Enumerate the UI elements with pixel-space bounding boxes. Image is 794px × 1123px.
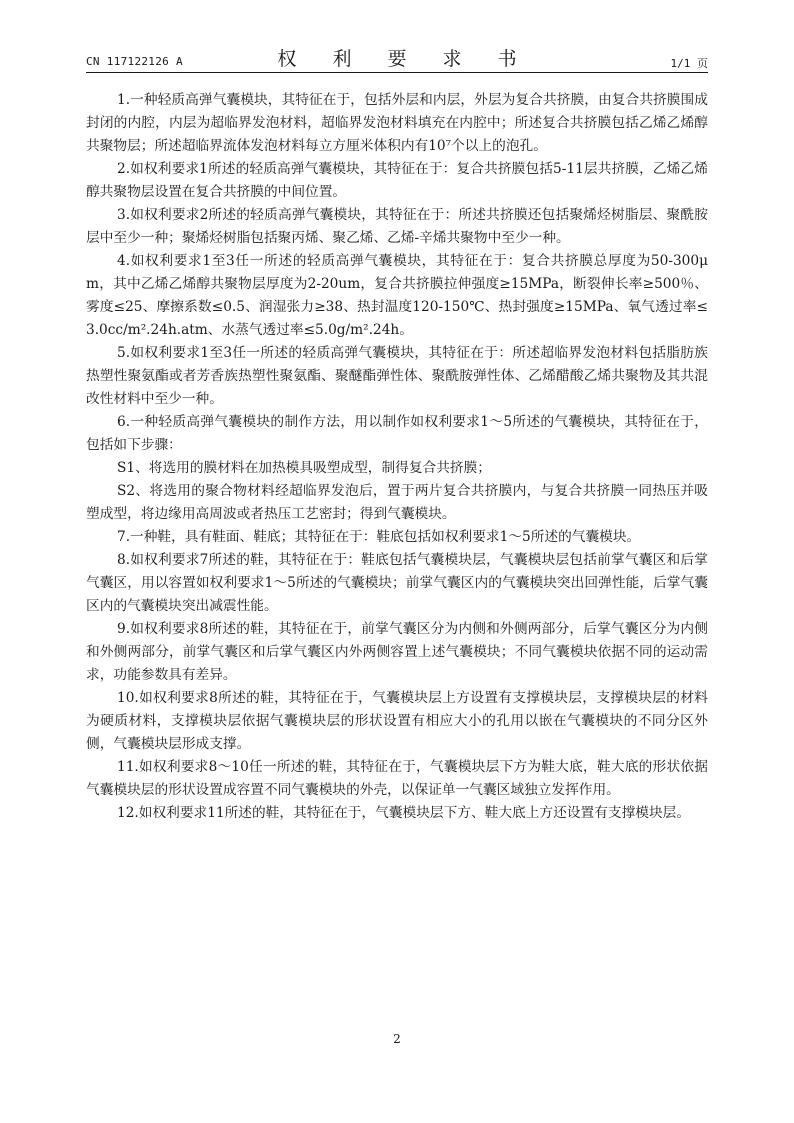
claim-6: 6.一种轻质高弹气囊模块的制作方法，用以制作如权利要求1～5所述的气囊模块，其特征在于，包括如下步骤： <box>86 414 708 453</box>
claim-12: 12.如权利要求11所述的鞋，其特征在于，气囊模块层下方、鞋大底上方还设置有支撑模块层。 <box>117 805 691 821</box>
claim-4: 4.如权利要求1至3任一所述的轻质高弹气囊模块，其特征在于：复合共挤膜总厚度为50-300μm，其中乙烯乙烯醇共聚物层厚度为2-20um，复合共挤膜拉伸强度≥15MPa，断裂伸长率≥500％、雾度≤25、摩擦系数≤0.5、润湿张力≥38、热封温度120-150℃、热封强度≥15MPa、氧气透过率≤3.0cc/m².24h.atm、水蒸气透过率≤5.0g/m².24h。 <box>86 253 708 338</box>
page-header <box>86 44 708 72</box>
claim-6-step-s2: S2、将选用的聚合物材料经超临界发泡后，置于两片复合共挤膜内，与复合共挤膜一同热压并吸塑成型，将边缘用高周波或者热压工艺密封；得到气囊模块。 <box>86 483 708 522</box>
claim-11: 11.如权利要求8～10任一所述的鞋，其特征在于，气囊模块层下方为鞋大底，鞋大底的形状依据气囊模块层的形状设置成容置不同气囊模块的外壳，以保证单一气囊区域独立发挥作用。 <box>86 759 708 798</box>
claim-5: 5.如权利要求1至3任一所述的轻质高弹气囊模块，其特征在于：所述超临界发泡材料包括脂肪族热塑性聚氨酯或者芳香族热塑性聚氨酯、聚醚酯弹性体、聚酰胺弹性体、乙烯醋酸乙烯共聚物及其共混改性材料中至少一种。 <box>86 345 708 407</box>
page-count: 1/1 页 <box>670 57 708 70</box>
claims-body <box>86 89 708 825</box>
header-divider <box>86 72 708 73</box>
claim-2: 2.如权利要求1所述的轻质高弹气囊模块，其特征在于：复合共挤膜包括5-11层共挤膜，乙烯乙烯醇共聚物层设置在复合共挤膜的中间位置。 <box>86 161 708 200</box>
claim-10: 10.如权利要求8所述的鞋，其特征在于，气囊模块层上方设置有支撑模块层，支撑模块层的材料为硬质材料，支撑模块层依据气囊模块层的形状设置有相应大小的孔用以嵌在气囊模块的不同分区外侧，气囊模块层形成支撑。 <box>86 690 708 752</box>
document-title: 权 利 要 求 书 <box>277 48 532 70</box>
page-number: 2 <box>393 1032 401 1046</box>
claim-1: 1.一种轻质高弹气囊模块，其特征在于，包括外层和内层，外层为复合共挤膜，由复合共挤膜围成封闭的内腔，内层为超临界发泡材料，超临界发泡材料填充在内腔中；所述复合共挤膜包括乙烯乙烯醇共聚物层；所述超临界流体发泡材料每立方厘米体积内有10⁷个以上的泡孔。 <box>86 92 708 154</box>
claim-8: 8.如权利要求7所述的鞋，其特征在于：鞋底包括气囊模块层，气囊模块层包括前掌气囊区和后掌气囊区，用以容置如权利要求1～5所述的气囊模块；前掌气囊区内的气囊模块突出回弹性能，后掌气囊区内的气囊模块突出减震性能。 <box>86 552 708 614</box>
claim-9: 9.如权利要求8所述的鞋，其特征在于，前掌气囊区分为内侧和外侧两部分，后掌气囊区分为内侧和外侧两部分，前掌气囊区和后掌气囊区内外两侧容置上述气囊模块；不同气囊模块依据不同的运动需求，功能参数具有差异。 <box>86 621 708 683</box>
claim-3: 3.如权利要求2所述的轻质高弹气囊模块，其特征在于：所述共挤膜还包括聚烯烃树脂层、聚酰胺层中至少一种；聚烯烃树脂包括聚丙烯、聚乙烯、乙烯-辛烯共聚物中至少一种。 <box>86 207 708 246</box>
publication-number: CN 117122126 A <box>86 55 183 68</box>
claim-7: 7.一种鞋，具有鞋面、鞋底；其特征在于：鞋底包括如权利要求1～5所述的气囊模块。 <box>117 529 641 545</box>
claim-6-step-s1: S1、将选用的膜材料在加热模具吸塑成型，制得复合共挤膜； <box>117 460 491 476</box>
